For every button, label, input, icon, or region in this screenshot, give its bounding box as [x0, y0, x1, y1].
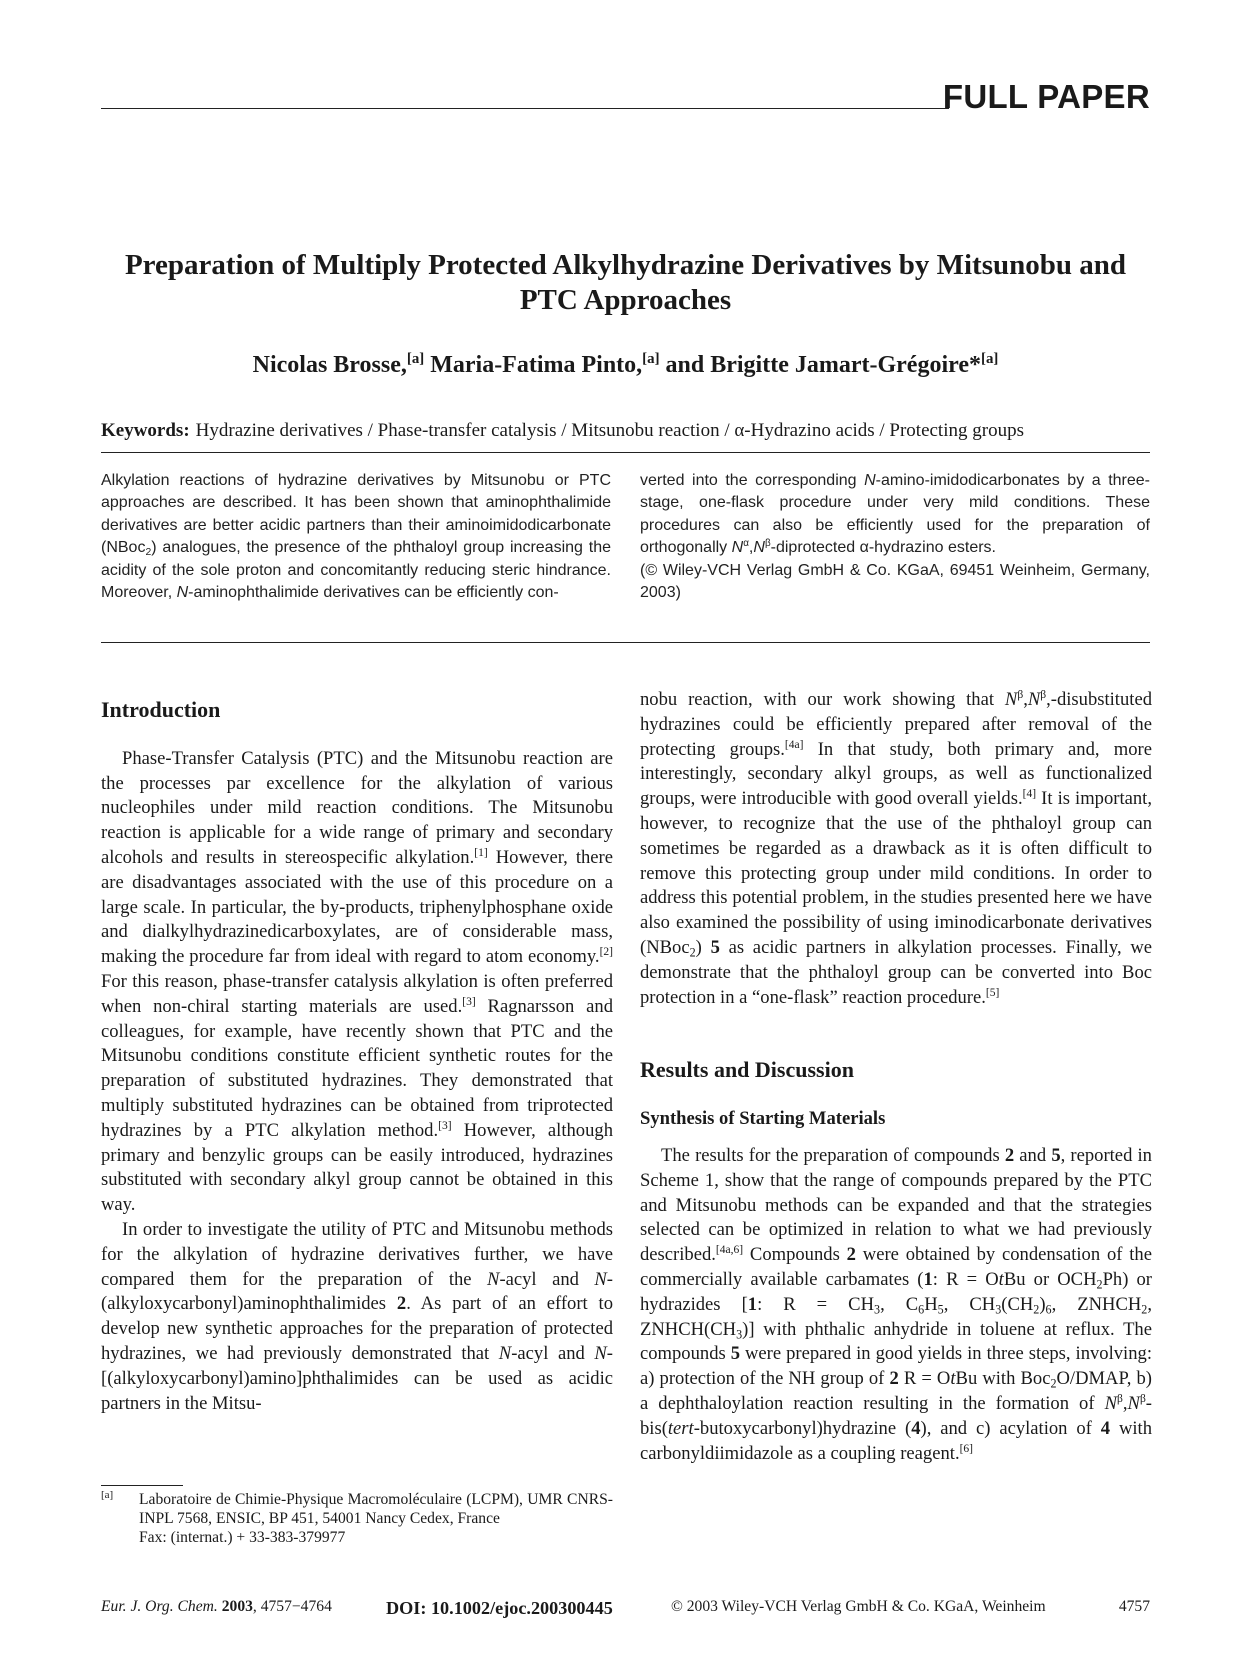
abstract-bottom-rule: [101, 642, 1150, 643]
body-paragraph: Phase-Transfer Catalysis (PTC) and the Mitsunobu reaction are the processes par excellence for the alkylation of various nucleophiles under mild reaction conditions. The Mitsunobu reaction is applicable for a wide range of primary and secondary alcohols and results in stereospecific alkylation.[1] However, there are disadvantages associated with the use of this procedure on a large scale. In particular, the by-products, triphenylphosphane oxide and dialkylhydrazinedicarboxylates, are of considerable mass, making the procedure far from ideal with regard to atom economy.[2] For this reason, phase-transfer catalysis alkylation is often preferred when non-chiral starting materials are used.[3] Ragnarsson and colleagues, for example, have recently shown that PTC and the Mitsunobu conditions constitute efficient synthetic routes for the preparation of substituted hydrazines. They demonstrated that multiply substituted hydrazines can be obtained from triprotected hydrazines by a PTC alkylation method.[3] However, although primary and benzylic groups can be easily introduced, hydrazines substituted with secondary alkyl group cannot be obtained in this way.: [101, 747, 614, 1216]
footnote-fax: Fax: (internat.) + 33-383-379977: [139, 1529, 346, 1546]
body-paragraph: The results for the preparation of compounds 2 and 5, reported in Scheme 1, show that the range of compounds prepared by the PTC and Mitsunobu methods can be expanded and that the strategies selected can be optimized in relation to what we had previously described.[4a,6] Compounds 2 were obtained by condensation of the commercially available carbamates (1: R = OtBu or $OCH_2Ph$) or hydrazides [1: $R = CH_3$, $C_6H_5$, $CH_3(CH_2)_6$, $ZNHCH_2$, $ZNHCH(CH_3)$] with phthalic anhydride in toluene at reflux. The compounds 5 were prepared in good yields in three steps, involving: a) protection of the NH group of 2 R = OtBu with Boc$_2$O/DMAP, b) a dephthaloylation reaction resulting in the formation of $N^\beta,N^\beta-bis(tert-butoxycarbonyl)hydrazine$ (4), and c) acylation of 4 with carbonyldiimidazole as a coupling reagent.[6]: [640, 1144, 1153, 1464]
footnote-address: Laboratoire de Chimie-Physique Macromoléculaire (LCPM), UMR CNRS-INPL 7568, ENSIC, BP 451, 54001 Nancy Cedex, France: [139, 1491, 613, 1527]
citation: [6]: [959, 1442, 974, 1455]
section-label: FULL PAPER: [942, 78, 1150, 115]
citation: [3]: [438, 1119, 452, 1132]
footnote-rule: [101, 1485, 183, 1486]
affiliation-mark: [a]: [406, 351, 425, 368]
subsection-heading: Synthesis of Starting Materials: [640, 1108, 886, 1130]
author-list: [101, 352, 1150, 379]
citation: [1]: [474, 847, 488, 860]
doi-link[interactable]: DOI: 10.1002/ejoc.200300445: [386, 1598, 613, 1618]
abstract-left-column: [101, 470, 611, 604]
body-right-column: [640, 688, 1152, 1466]
keywords-list: Hydrazine derivatives / Phase-transfer catalysis / Mitsunobu reaction / α-Hydrazino acids / Protecting groups: [195, 420, 1024, 441]
keywords-label: Keywords:: [101, 420, 190, 441]
author-name: Maria-Fatima Pinto,: [430, 352, 643, 378]
abstract-copyright: (© Wiley-VCH Verlag GmbH & Co. KGaA, 69451 Weinheim, Germany, 2003): [640, 561, 1150, 602]
body-paragraph: In order to investigate the utility of PTC and Mitsunobu methods for the alkylation of hydrazine derivatives further, we have compared them for the preparation of the N-acyl and N-(alkyloxycarbonyl)aminophthalimides 2. As part of an effort to develop new synthetic approaches for the preparation of protected hydrazines, we had previously demonstrated that N-acyl and N-[(alkyloxycarbonyl)amino]phthalimides can be used as acidic partners in the Mitsu-: [101, 1218, 614, 1414]
footer-citation: [101, 1598, 332, 1616]
footnote-mark: [a]: [101, 1489, 114, 1501]
abstract-right-column: [640, 470, 1150, 604]
footer-copyright: © 2003 Wiley-VCH Verlag GmbH & Co. KGaA, Weinheim: [671, 1598, 1046, 1615]
author-name: Nicolas Brosse,: [252, 352, 407, 378]
affiliation-mark: [a]: [642, 351, 660, 368]
keywords-line: [101, 420, 1150, 442]
citation: [4a,6]: [715, 1244, 744, 1257]
introduction-heading: Introduction: [101, 697, 221, 722]
journal-name: Eur. J. Org. Chem.: [101, 1598, 218, 1615]
body-paragraph: nobu reaction, with our work showing that $N^\beta,N^\beta$,-disubstituted hydrazines could be efficiently prepared after removal of the protecting groups.[4a] In that study, both primary and, more interestingly, secondary alkyl groups, as well as functionalized groups, were introducible with good overall yields.[4] It is important, however, to recognize that the use of the phthaloyl group can sometimes be regarded as a drawback as it is often difficult to remove this protecting group under mild conditions. In order to address this potential problem, in the studies presented here we have also examined the possibility of using iminodicarbonate derivatives (NBoc$_2$) 5 as acidic partners in alkylation processes. Finally, we demonstrate that the phthaloyl group can be converted into Boc protection in a “one-flask” reaction procedure.[5]: [640, 689, 1153, 1008]
affiliation-footnote: [101, 1490, 613, 1547]
citation: [4a]: [784, 738, 804, 751]
author-name: and Brigitte Jamart-Grégoire*: [665, 352, 981, 378]
citation: [5]: [985, 986, 1000, 999]
affiliation-mark: [a]: [981, 351, 999, 368]
body-left-column: [101, 688, 613, 1416]
abstract-paragraph: Alkylation reactions of hydrazine derivatives by Mitsunobu or PTC approaches are described. It has been shown that aminophthalimide derivatives are better acidic partners than their aminoimidodicarbonate (NBoc$_2$) analogues, the presence of the phthaloyl group increasing the acidity of the sole proton and concomitantly reducing steric hindrance. Moreover, N-aminophthalimide derivatives can be efficiently con-: [101, 472, 611, 602]
journal-year: 2003: [221, 1598, 253, 1615]
abstract-top-rule: [101, 452, 1150, 453]
abstract-paragraph: verted into the corresponding N-amino-imidodicarbonates by a three-stage, one-flask procedure under very mild conditions. These procedures can also be efficiently used for the preparation of orthogonally $N^\alpha,N^\beta$-diprotected α-hydrazino esters.: [640, 472, 1151, 557]
page-footer: [101, 1598, 1150, 1622]
page-number: 4757: [1118, 1598, 1150, 1615]
article-title: Preparation of Multiply Protected Alkylhydrazine Derivatives by Mitsunobu and PTC Approaches: [124, 249, 1127, 316]
results-heading: Results and Discussion: [640, 1057, 854, 1083]
citation: [4]: [1022, 788, 1037, 801]
journal-pages: , 4757−4764: [252, 1598, 332, 1615]
citation: [2]: [599, 946, 613, 959]
citation: [3]: [462, 995, 476, 1008]
header-rule: [101, 108, 949, 109]
